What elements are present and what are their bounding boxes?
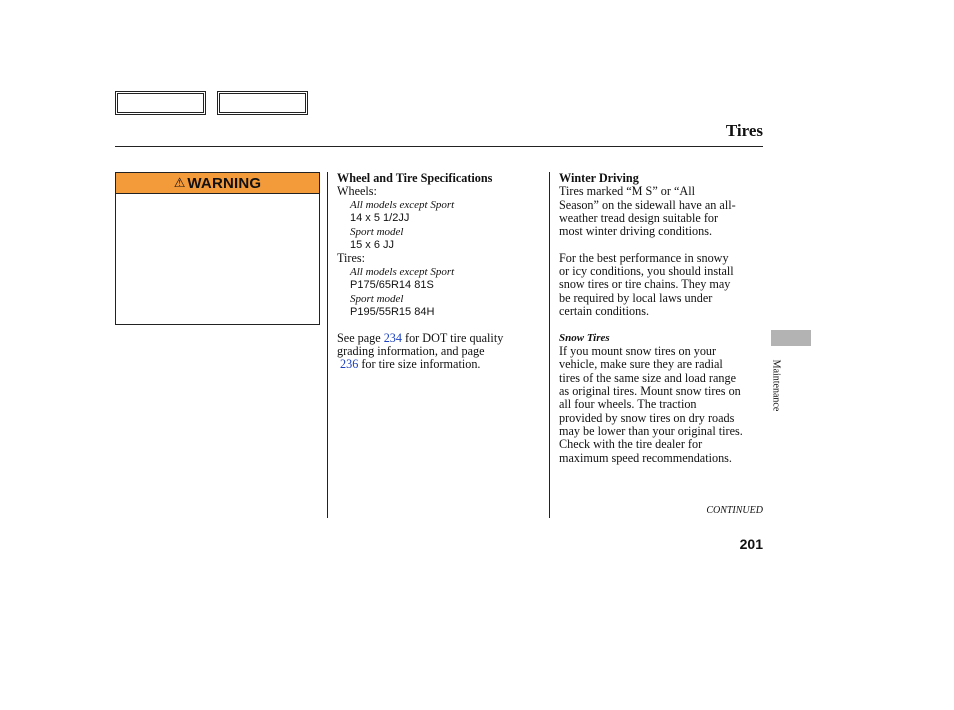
column-divider-2 [549, 172, 550, 518]
winter-para2-line: certain conditions. [559, 304, 650, 318]
wheel-size: 15 x 6 JJ [350, 239, 395, 251]
header-rule [115, 146, 763, 147]
winter-para2-line: or icy conditions, you should install [559, 264, 734, 278]
nav-button-1[interactable] [115, 91, 206, 115]
section-tab[interactable] [771, 330, 811, 346]
winter-para1-line: Tires marked “M S” or “All [559, 184, 695, 198]
page-link-236[interactable]: 236 [340, 357, 359, 371]
winter-para1-line: weather tread design suitable for [559, 211, 719, 225]
warning-header [116, 173, 319, 194]
specs-heading: Wheel and Tire Specifications [337, 171, 493, 185]
page-link-234[interactable]: 234 [383, 331, 402, 345]
see-page-text: See page [337, 331, 381, 345]
tire-size: P175/65R14 81S [350, 279, 434, 291]
winter-para3-line: maximum speed recommendations. [559, 451, 732, 465]
winter-para2-line: be required by local laws under [559, 291, 713, 305]
page-number: 201 [739, 536, 763, 552]
winter-para3-line: tires of the same size and load range [559, 371, 736, 385]
tires-label: Tires: [337, 251, 365, 265]
winter-para3-line: may be lower than your original tires. [559, 424, 743, 438]
winter-para2-line: snow tires or tire chains. They may [559, 277, 731, 291]
winter-para3-line: vehicle, make sure they are radial [559, 357, 723, 371]
column-divider-1 [327, 172, 328, 518]
tire-model: All models except Sport [350, 266, 455, 278]
see-page-line-3 [340, 358, 480, 371]
winter-para3-line: all four wheels. The traction [559, 397, 697, 411]
winter-para1-line: Season” on the sidewall have an all- [559, 198, 736, 212]
nav-button-2[interactable] [217, 91, 308, 115]
winter-para3-line: provided by snow tires on dry roads [559, 411, 735, 425]
wheel-model: Sport model [350, 226, 404, 238]
continued-label: CONTINUED [706, 505, 763, 516]
wheels-label: Wheels: [337, 184, 377, 198]
wheel-size: 14 x 5 1/2JJ [350, 212, 410, 224]
wheel-model: All models except Sport [350, 199, 455, 211]
winter-para2-line: For the best performance in snowy [559, 251, 729, 265]
warning-box [115, 172, 320, 325]
warning-triangle-icon: ⚠ [173, 175, 186, 191]
tire-model: Sport model [350, 293, 404, 305]
winter-para3-line: If you mount snow tires on your [559, 344, 717, 358]
winter-para1-line: most winter driving conditions. [559, 224, 713, 238]
snow-tires-heading: Snow Tires [559, 332, 610, 344]
see-page-text: for tire size information. [361, 357, 481, 371]
see-page-line-2: grading information, and page [337, 344, 485, 358]
winter-para3-line: Check with the tire dealer for [559, 437, 703, 451]
tire-size: P195/55R15 84H [350, 306, 435, 318]
winter-heading: Winter Driving [559, 171, 639, 185]
see-page-text: for DOT tire quality [405, 331, 504, 345]
winter-para3-line: as original tires. Mount snow tires on [559, 384, 741, 398]
page-title: Tires [725, 121, 763, 140]
warning-label: WARNING [187, 174, 262, 192]
section-tab-label: Maintenance [770, 359, 782, 412]
